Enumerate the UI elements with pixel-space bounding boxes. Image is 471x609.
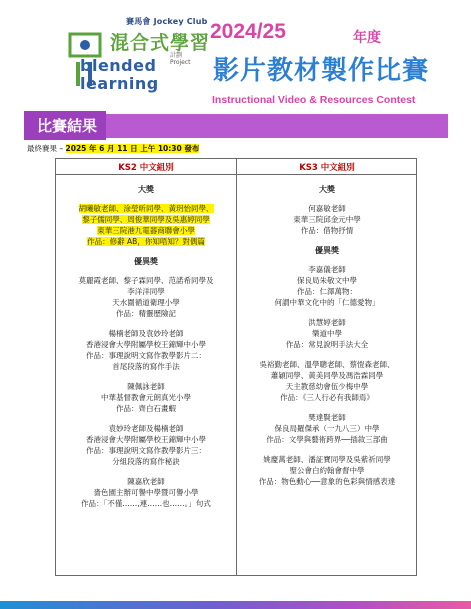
ks2-merit-entry (56, 381, 236, 414)
logo-project-line: 計劃 (170, 52, 183, 59)
contest-year-suffix: 年度 (353, 30, 381, 46)
entry-line: 作品：精靈歷險記 (116, 309, 176, 318)
entry-line: 香港浸會大學附屬學校王錦輝中小學 (86, 340, 206, 349)
entry-line: 作品：物色動心──意象的色彩與情感表達 (258, 477, 396, 486)
ks3-grand-prize-entry (237, 203, 417, 236)
logo-jockey-club-text: 賽馬會 Jockey Club (126, 17, 208, 26)
entry-line: 分組段落的寫作秘訣 (112, 457, 180, 466)
entry-line: 東華三院港九電器商聯會小學 (97, 226, 195, 235)
ks3-column (237, 179, 417, 496)
entry-line: 樊達賢老師 (308, 413, 346, 422)
ks2-grand-prize-entry (56, 203, 236, 247)
entry-line: 陳佩詠老師 (127, 382, 165, 391)
entry-line: 樂道中學 (312, 329, 342, 338)
entry-line: 袁妙玲老師及楊楠老師 (108, 424, 184, 433)
entry-line: 作品：仁澤萬物： (297, 287, 357, 296)
entry-line: 保良局朱敬文中學 (297, 276, 357, 285)
entry-line: 洪慧婷老師 (308, 318, 346, 327)
entry-line: 何謂中華文化中的「仁德愛物」 (274, 298, 380, 307)
entry-line: 作品：齊白石畫蝦 (116, 404, 176, 413)
announcement-date: 2025 年 6 月 11 日 上午 10:30 發布 (65, 144, 200, 153)
announcement-prefix: 最終賽果 – (27, 144, 66, 153)
entry-line: 天主教慈幼會伍少梅中學 (285, 382, 369, 391)
entry-line: 作品：常見說明手法大全 (285, 340, 369, 349)
entry-line: 楊楠老師及袁妙玲老師 (108, 329, 184, 338)
ks2-merit-entry (56, 423, 236, 467)
entry-line: 作品：事理說明文寫作教學影片二： (86, 351, 206, 360)
logo-chinese-name: 混合式學習 (110, 32, 211, 54)
ks3-grand-prize-label: 大獎 (319, 185, 335, 194)
entry-line: 何嘉敏老師 (308, 204, 346, 213)
section-banner-title: 比賽結果 (37, 117, 98, 135)
contest-year: 2024/25 (210, 20, 286, 43)
entry-line: 中華基督教會元朗真光小學 (101, 393, 191, 402)
ks2-merit-entry (56, 476, 236, 509)
entry-line: 作品：《三人行必有我師焉》 (280, 393, 374, 402)
ks3-merit-label: 優異獎 (315, 246, 339, 255)
entry-line: 陳嘉欣老師 (127, 477, 165, 486)
ks2-merit-label: 優異獎 (134, 257, 158, 266)
entry-line: 作品：事理說明文寫作教學影片三： (86, 446, 206, 455)
ks2-heading: KS2 中文組別 (118, 163, 174, 173)
entry-line: 天水圍循道衛理小學 (112, 298, 180, 307)
entry-line: 作品：「不僅……,連……也……。」句式 (81, 499, 211, 508)
entry-line: 吳裕勤老師、溫學聰老師、蔡愷森老師、 (259, 360, 395, 369)
entry-line: 李嘉儀老師 (308, 265, 346, 274)
entry-line: 香港浸會大學附屬學校王錦輝中小學 (86, 435, 206, 444)
contest-title: 影片教材製作比賽 (213, 56, 430, 86)
entry-line: 胡曦敏老師、涂瑩昕同學、黃玥怡同學、 (78, 204, 214, 213)
entry-line: 保良局羅傑承（一九八三）中學 (274, 424, 380, 433)
ks2-merit-entry (56, 328, 236, 372)
ks3-merit-entry (237, 264, 417, 308)
entry-line: 東華三院邱金元中學 (293, 215, 361, 224)
logo-english-blended: blended (80, 56, 157, 75)
entry-line: 首尾段落的寫作手法 (112, 362, 180, 371)
entry-line: 姚慶萬老師、潘証寶同學及吳紫祈同學 (263, 455, 391, 464)
logo-project-label (170, 52, 191, 66)
entry-line: 聖公會白約翰會督中學 (289, 466, 365, 475)
ks2-merit-entry (56, 275, 236, 319)
results-announcement (27, 143, 199, 154)
entry-line: 作品：修辭 AB，你知唔知？對偶篇 (87, 237, 205, 246)
ks2-column (56, 179, 236, 518)
entry-line: 作品：借物抒情 (300, 226, 354, 235)
entry-line: 嗇色園主辦可譽中學暨可譽小學 (93, 488, 199, 497)
ks3-merit-entry (237, 317, 417, 350)
ks3-merit-entry (237, 412, 417, 445)
entry-line: 蕭穎同學、黃美同學及馮浩霖同學 (270, 371, 384, 380)
jockey-club-blended-learning-logo (52, 14, 211, 110)
ks2-grand-prize-label: 大獎 (138, 185, 154, 194)
footer-gradient-bar (0, 601, 471, 609)
entry-line: 黎子儒同學、周俊華同學及吳惠婷同學 (82, 215, 210, 224)
ks3-merit-entry (237, 359, 417, 403)
entry-line: 李洋洋同學 (127, 287, 165, 296)
entry-line: 莫麗霞老師、黎子霖同學、范諾希同學及 (78, 276, 214, 285)
logo-english-learning: learning (80, 74, 159, 93)
results-table (55, 158, 417, 576)
logo-project-line: Project (170, 59, 191, 66)
ks3-merit-entry (237, 454, 417, 487)
contest-subtitle: Instructional Video & Resources Contest (212, 94, 416, 106)
entry-line: 作品：文學與藝術跨界──插敘三部曲 (266, 435, 388, 444)
ks3-heading: KS3 中文組別 (299, 163, 355, 173)
